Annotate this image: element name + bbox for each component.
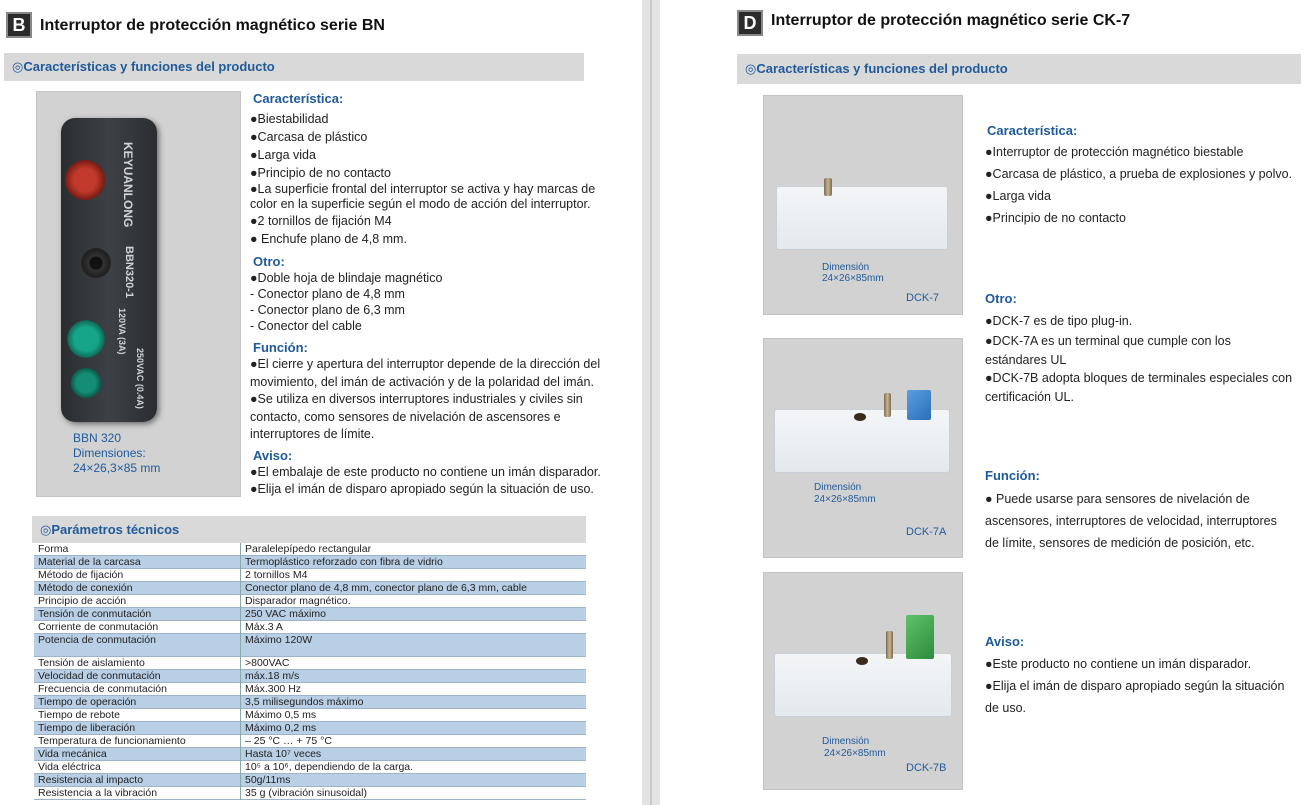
bn-caption-dim-value: 24×26,3×85 mm — [73, 461, 161, 475]
param-name: Velocidad de conmutación — [34, 670, 241, 683]
param-name: Resistencia a la vibración — [34, 787, 241, 800]
dck7b-dim-value: 24×26×85mm — [824, 748, 886, 759]
dck7b-hole — [856, 657, 868, 665]
list-item: ●DCK-7B adopta bloques de terminales especiales con — [985, 371, 1293, 385]
right-otro — [985, 290, 1300, 406]
section-badge-b: B — [6, 12, 32, 38]
dck7b-photo — [763, 572, 963, 790]
left-funcion-heading: Función: — [253, 340, 308, 355]
right-caracteristica-list — [985, 141, 1297, 229]
param-name: Tiempo de rebote — [34, 709, 241, 722]
green-marker-icon-2 — [69, 366, 103, 400]
left-caracteristica-list — [250, 110, 630, 248]
table-row — [34, 683, 586, 696]
table-row — [34, 657, 586, 670]
param-value: Máx.300 Hz — [241, 683, 587, 696]
bn-caption-dim-label: Dimensiones: — [73, 446, 146, 460]
dck7-model: DCK-7 — [906, 292, 940, 304]
green-marker-icon — [65, 318, 107, 360]
bn-device-body — [61, 118, 157, 422]
left-otro-heading: Otro: — [253, 254, 285, 269]
right-otro-heading: Otro: — [985, 291, 1017, 306]
param-name: Método de fijación — [34, 569, 241, 582]
left-funcion-list — [250, 356, 630, 444]
red-marker-icon — [65, 154, 105, 206]
table-row — [34, 634, 586, 657]
param-name: Frecuencia de conmutación — [34, 683, 241, 696]
table-row — [34, 543, 586, 556]
right-aviso-heading: Aviso: — [985, 634, 1025, 649]
right-funcion-list — [985, 488, 1300, 554]
list-item: ●Doble hoja de blindaje magnético — [250, 271, 443, 285]
table-row — [34, 722, 586, 735]
dck7b-model: DCK-7B — [906, 762, 947, 774]
list-item: ● Puede usarse para sensores de nivelación de — [985, 492, 1250, 506]
param-value: 3,5 milisegundos máximo — [241, 696, 587, 709]
dck7-dim-value: 24×26×85mm — [822, 273, 884, 284]
dck7-pin — [824, 178, 832, 196]
param-value: 50g/11ms — [241, 774, 587, 787]
right-section-bar: ◎Características y funciones del producto — [737, 54, 1301, 84]
dck7a-blue-terminal — [907, 390, 931, 420]
list-item: ●Se utiliza en diversos interruptores industriales y civiles sin — [250, 392, 583, 406]
list-item: estándares UL — [985, 353, 1067, 367]
list-item: ●Principio de no contacto — [985, 211, 1126, 225]
right-aviso — [985, 633, 1300, 719]
list-item: ●El cierre y apertura del interruptor depende de la dirección del — [250, 357, 601, 371]
device-rating-1: 120VA (3A) — [117, 308, 127, 355]
table-row — [34, 696, 586, 709]
dck7-photo — [763, 95, 963, 315]
param-name: Principio de acción — [34, 595, 241, 608]
gutter-line — [650, 0, 652, 805]
list-item: ascensores, interruptores de velocidad, interruptores — [985, 514, 1277, 528]
list-item: ●Este producto no contiene un imán disparador. — [985, 657, 1252, 671]
param-name: Método de conexión — [34, 582, 241, 595]
param-value: Termoplástico reforzado con fibra de vidrio — [241, 556, 587, 569]
dck7b-pin — [886, 631, 893, 659]
dck7a-dim-label: Dimensión — [814, 482, 862, 493]
table-row — [34, 608, 586, 621]
dck7a-photo — [763, 338, 963, 558]
list-item: color en la superficie según el modo de acción del interruptor. — [250, 197, 591, 211]
param-value: Máximo 0,2 ms — [241, 722, 587, 735]
param-name: Tensión de conmutación — [34, 608, 241, 621]
list-item: ●El embalaje de este producto no contiene un imán disparador. — [250, 464, 601, 479]
param-name: Tensión de aislamiento — [34, 657, 241, 670]
list-item: ●2 tornillos de fijación M4 — [250, 214, 392, 228]
right-page-title: Interruptor de protección magnético serie CK-7 — [771, 12, 1131, 29]
dck7a-dim-value: 24×26×85mm — [814, 494, 876, 505]
device-model-print: BBN320-1 — [123, 246, 135, 298]
table-row — [34, 761, 586, 774]
list-item: ●La superficie frontal del interruptor se activa y hay marcas de — [250, 182, 596, 196]
dck7a-hole — [854, 413, 866, 421]
dck7a-model: DCK-7A — [906, 526, 947, 538]
left-page-title: Interruptor de protección magnético serie BN — [40, 17, 385, 34]
right-aviso-list — [985, 653, 1300, 719]
list-item: ●DCK-7A es un terminal que cumple con los — [985, 334, 1231, 348]
list-item: interruptores de límite. — [250, 427, 375, 441]
list-item: ●Interruptor de protección magnético biestable — [985, 145, 1244, 159]
left-otro-list — [250, 270, 630, 334]
param-value: Disparador magnético. — [241, 595, 587, 608]
param-name: Material de la carcasa — [34, 556, 241, 569]
table-row — [34, 670, 586, 683]
left-aviso-list — [250, 464, 630, 499]
param-value: 2 tornillos M4 — [241, 569, 587, 582]
table-row — [34, 787, 586, 800]
param-name: Tiempo de liberación — [34, 722, 241, 735]
device-rating-2: 250VAC (0.4A) — [135, 348, 145, 409]
list-item: ●Carcasa de plástico, a prueba de explosiones y polvo. — [985, 167, 1293, 181]
param-value: Hasta 10⁷ veces — [241, 748, 587, 761]
right-otro-list — [985, 311, 1300, 406]
list-item: ●Biestabilidad — [250, 112, 329, 126]
right-caracteristica-heading: Característica: — [987, 123, 1078, 138]
params-section-bar: ◎Parámetros técnicos — [32, 516, 586, 543]
left-feature-text — [250, 90, 630, 499]
param-name: Tiempo de operación — [34, 696, 241, 709]
param-value: máx.18 m/s — [241, 670, 587, 683]
list-item: ●Elija el imán de disparo apropiado según la situación de uso. — [250, 482, 594, 496]
param-name: Resistencia al impacto — [34, 774, 241, 787]
param-name: Corriente de conmutación — [34, 621, 241, 634]
param-value: – 25 °C … + 75 °C — [241, 735, 587, 748]
dck7b-green-terminal — [906, 615, 934, 659]
list-item: ●Larga vida — [985, 189, 1051, 203]
right-funcion-heading: Función: — [985, 468, 1040, 483]
param-value: Máximo 0,5 ms — [241, 709, 587, 722]
table-row — [34, 582, 586, 595]
list-item: ●DCK-7 es de tipo plug-in. — [985, 314, 1133, 328]
right-caracteristica — [987, 122, 1297, 229]
dck7b-dim-label: Dimensión — [822, 736, 870, 747]
bn-product-photo — [36, 91, 241, 497]
list-item: contacto, como sensores de nivelación de ascensores e — [250, 409, 561, 424]
table-row — [34, 621, 586, 634]
table-row — [34, 774, 586, 787]
list-item: - Conector plano de 6,3 mm — [250, 303, 405, 317]
list-item: - Conector del cable — [250, 319, 362, 333]
table-row — [34, 709, 586, 722]
list-item: ●Larga vida — [250, 148, 316, 162]
left-caracteristica-heading: Característica: — [253, 91, 344, 106]
param-name: Potencia de conmutación — [34, 634, 241, 657]
param-value: Máximo 120W — [241, 634, 587, 657]
list-item: de uso. — [985, 701, 1027, 715]
right-funcion — [985, 467, 1300, 554]
dck7-body — [776, 186, 948, 250]
param-name: Forma — [34, 543, 241, 556]
dck7-dim-label: Dimensión — [822, 262, 870, 273]
section-badge-d: D — [737, 10, 763, 36]
param-value: >800VAC — [241, 657, 587, 670]
list-item: de límite, sensores de medición de posición, etc. — [985, 536, 1255, 550]
left-aviso-heading: Aviso: — [253, 447, 293, 463]
param-value: 10⁵ a 10⁶, dependiendo de la carga. — [241, 761, 587, 774]
device-brand: KEYUANLONG — [121, 142, 135, 228]
left-section-bar: ◎Características y funciones del producto — [4, 53, 584, 81]
list-item: ●Carcasa de plástico — [250, 130, 368, 144]
list-item: movimiento, del imán de activación y de la polaridad del imán. — [250, 374, 594, 389]
dck7a-pin — [884, 393, 891, 417]
param-name: Temperatura de funcionamiento — [34, 735, 241, 748]
param-name: Vida mecánica — [34, 748, 241, 761]
mounting-hole-icon — [81, 248, 111, 278]
table-row — [34, 556, 586, 569]
list-item: ● Enchufe plano de 4,8 mm. — [250, 232, 407, 246]
list-item: - Conector plano de 4,8 mm — [250, 287, 405, 301]
table-row — [34, 569, 586, 582]
table-row — [34, 748, 586, 761]
param-value: Conector plano de 4,8 mm, conector plano de 6,3 mm, cable — [241, 582, 587, 595]
param-value: 250 VAC máximo — [241, 608, 587, 621]
param-name: Vida eléctrica — [34, 761, 241, 774]
params-table — [34, 543, 586, 800]
param-value: Máx.3 A — [241, 621, 587, 634]
param-value: 35 g (vibración sinusoidal) — [241, 787, 587, 800]
table-row — [34, 595, 586, 608]
list-item: ●Elija el imán de disparo apropiado según la situación — [985, 679, 1285, 693]
list-item: certificación UL. — [985, 390, 1074, 404]
table-row — [34, 735, 586, 748]
bn-caption-model: BBN 320 — [73, 431, 122, 445]
list-item: ●Principio de no contacto — [250, 166, 391, 180]
param-value: Paralelepípedo rectangular — [241, 543, 587, 556]
